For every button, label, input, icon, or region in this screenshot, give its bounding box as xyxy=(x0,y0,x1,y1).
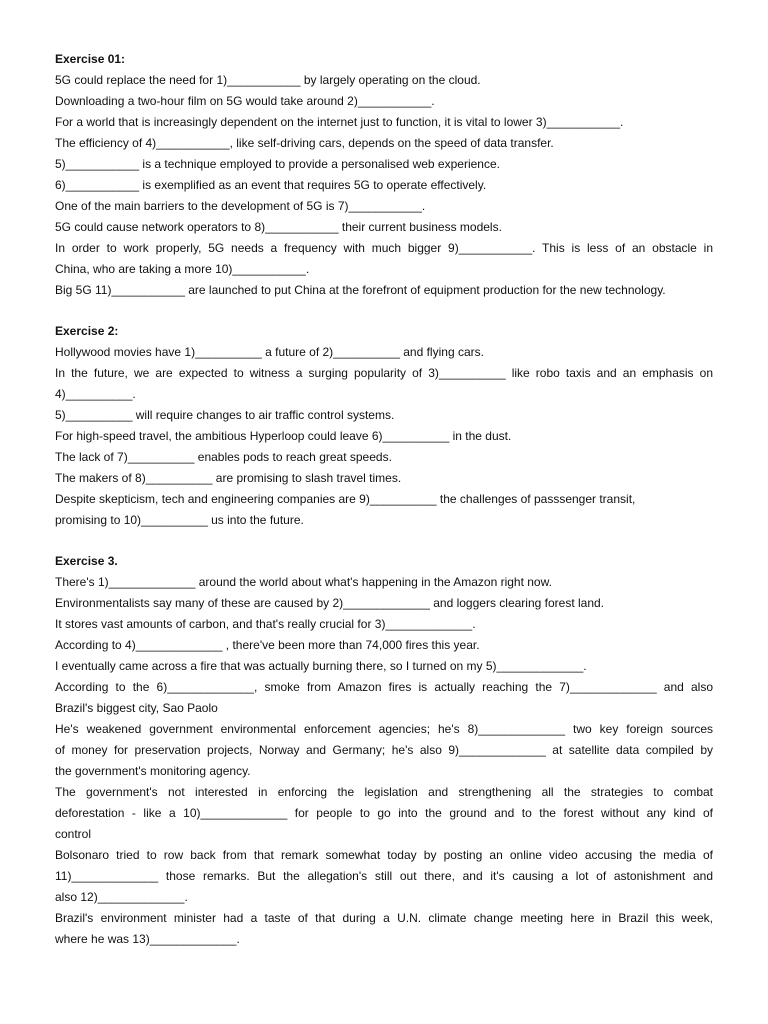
exercise-line: It stores vast amounts of carbon, and that's really crucial for 3)_____________. xyxy=(55,617,476,631)
exercise-line: Hollywood movies have 1)__________ a future of 2)__________ and flying cars. xyxy=(55,345,484,359)
exercise-line: Brazil's environment minister had a taste of that during a U.N. climate change meeting here in Brazil this week, xyxy=(55,911,713,925)
exercise-title: Exercise 01: xyxy=(55,52,126,66)
section-gap xyxy=(55,531,713,551)
exercise-section xyxy=(55,551,713,950)
exercise-line: The makers of 8)__________ are promising to slash travel times. xyxy=(55,471,402,485)
exercise-line: Bolsonaro tried to row back from that remark somewhat today by posting an online video accusing the media of xyxy=(55,848,713,862)
exercise-line: In order to work properly, 5G needs a frequency with much bigger 9)___________. This is less of an obstacle in xyxy=(55,241,713,255)
exercise-line: where he was 13)_____________. xyxy=(55,932,240,946)
exercise-line: China, who are taking a more 10)___________. xyxy=(55,262,310,276)
exercise-line: The lack of 7)__________ enables pods to reach great speeds. xyxy=(55,450,392,464)
exercise-line: the government's monitoring agency. xyxy=(55,764,251,778)
exercise-title: Exercise 2: xyxy=(55,324,119,338)
exercise-line: Downloading a two-hour film on 5G would take around 2)___________. xyxy=(55,94,435,108)
exercise-line: Environmentalists say many of these are caused by 2)_____________ and loggers clearing forest land. xyxy=(55,596,605,610)
exercise-line: of money for preservation projects, Norway and Germany; he's also 9)_____________ at satellite data compiled by xyxy=(55,743,713,757)
exercise-line: promising to 10)__________ us into the future. xyxy=(55,513,304,527)
exercise-title: Exercise 3. xyxy=(55,554,118,568)
exercise-line: The efficiency of 4)___________, like self-driving cars, depends on the speed of data transfer. xyxy=(55,136,554,150)
exercise-section xyxy=(55,49,713,301)
exercise-line: 4)__________. xyxy=(55,387,136,401)
worksheet-page xyxy=(55,49,713,950)
exercise-line: also 12)_____________. xyxy=(55,890,188,904)
exercise-line: I eventually came across a fire that was actually burning there, so I turned on my 5)_____________. xyxy=(55,659,587,673)
exercise-line: There's 1)_____________ around the world about what's happening in the Amazon right now. xyxy=(55,575,552,589)
exercise-line: For a world that is increasingly dependent on the internet just to function, it is vital to lower 3)___________. xyxy=(55,115,624,129)
exercise-line: Brazil's biggest city, Sao Paolo xyxy=(55,701,218,715)
section-gap xyxy=(55,301,713,321)
exercise-line: 11)_____________ those remarks. But the allegation's still out there, and it's causing a lot of astonishment and xyxy=(55,869,713,883)
exercise-line: For high-speed travel, the ambitious Hyperloop could leave 6)__________ in the dust. xyxy=(55,429,512,443)
exercise-line: 5)___________ is a technique employed to provide a personalised web experience. xyxy=(55,157,500,171)
exercise-line: control xyxy=(55,827,92,841)
exercise-line: 5G could cause network operators to 8)___________ their current business models. xyxy=(55,220,502,234)
exercise-line: He's weakened government environmental enforcement agencies; he's 8)_____________ two key foreign sources xyxy=(55,722,713,736)
exercise-line: The government's not interested in enforcing the legislation and strengthening all the strategies to combat xyxy=(55,785,713,799)
exercise-line: 6)___________ is exemplified as an event that requires 5G to operate effectively. xyxy=(55,178,487,192)
exercise-line: In the future, we are expected to witness a surging popularity of 3)__________ like robo taxis and an emphasis on xyxy=(55,366,713,380)
exercise-line: According to the 6)_____________, smoke from Amazon fires is actually reaching the 7)_____________ and also xyxy=(55,680,713,694)
exercise-line: 5G could replace the need for 1)___________ by largely operating on the cloud. xyxy=(55,73,481,87)
exercise-section xyxy=(55,321,713,531)
exercise-line: 5)__________ will require changes to air traffic control systems. xyxy=(55,408,395,422)
exercise-line: Big 5G 11)___________ are launched to put China at the forefront of equipment production for the new technology. xyxy=(55,283,666,297)
exercise-line: According to 4)_____________ , there've been more than 74,000 fires this year. xyxy=(55,638,480,652)
exercise-line: deforestation - like a 10)_____________ for people to go into the ground and to the forest without any kind of xyxy=(55,806,713,820)
exercise-line: Despite skepticism, tech and engineering companies are 9)__________ the challenges of passsenger transit, xyxy=(55,492,636,506)
exercise-line: One of the main barriers to the development of 5G is 7)___________. xyxy=(55,199,426,213)
